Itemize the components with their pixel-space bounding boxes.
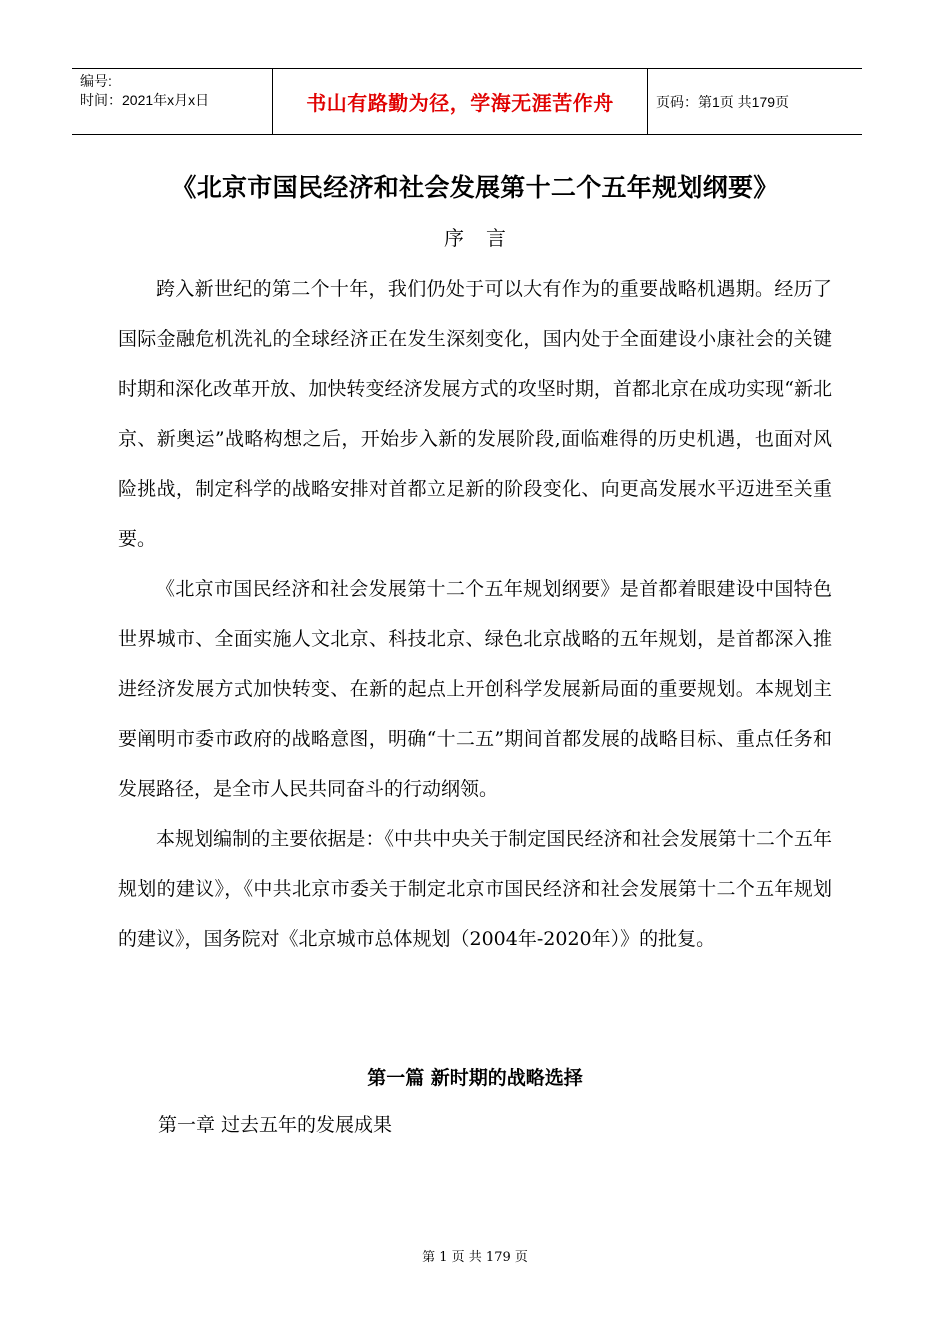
header-table bbox=[72, 68, 862, 135]
chapter-heading: 第一章 过去五年的发展成果 bbox=[158, 1114, 393, 1136]
header-motto: 书山有路勤为径，学海无涯苦作舟 bbox=[273, 69, 648, 134]
header-meta-cell bbox=[72, 69, 273, 134]
page-footer: 第 1 页 共 179 页 bbox=[422, 1250, 528, 1265]
document-subtitle: 序言 bbox=[444, 226, 528, 250]
header-page-code: 页码：第1页 共179页 bbox=[656, 93, 790, 110]
paragraph: 《北京市国民经济和社会发展第十二个五年规划纲要》是首都着眼建设中国特色世界城市、全面实施人文北京、科技北京、绿色北京战略的五年规划，是首都深入推进经济发展方式加快转变、在新的起点上开创科学发展新局面的重要规划。本规划主要阐明市委市政府的战略意图，明确“十二五”期间首都发展的战略目标、重点任务和发展路径，是全市人民共同奋斗的行动纲领。 bbox=[118, 578, 832, 800]
number-label: 编号: bbox=[80, 73, 112, 89]
part-heading: 第一篇 新时期的战略选择 bbox=[367, 1067, 583, 1089]
paragraph: 本规划编制的主要依据是：《中共中央关于制定国民经济和社会发展第十二个五年规划的建议》，《中共北京市委关于制定北京市国民经济和社会发展第十二个五年规划的建议》，国务院对《北京城市总体规划（2004年-2020年）》的批复。 bbox=[118, 828, 832, 950]
document-body bbox=[118, 264, 832, 964]
paragraph: 跨入新世纪的第二个十年，我们仍处于可以大有作为的重要战略机遇期。经历了国际金融危机洗礼的全球经济正在发生深刻变化，国内处于全面建设小康社会的关键时期和深化改革开放、加快转变经济发展方式的攻坚时期，首都北京在成功实现“新北京、新奥运”战略构想之后，开始步入新的发展阶段,面临难得的历史机遇，也面对风险挑战，制定科学的战略安排对首都立足新的阶段变化、向更高发展水平迈进至关重要。 bbox=[118, 278, 832, 550]
time-label: 时间：2021年x月x日 bbox=[80, 92, 210, 108]
document-title: 《北京市国民经济和社会发展第十二个五年规划纲要》 bbox=[171, 173, 779, 202]
